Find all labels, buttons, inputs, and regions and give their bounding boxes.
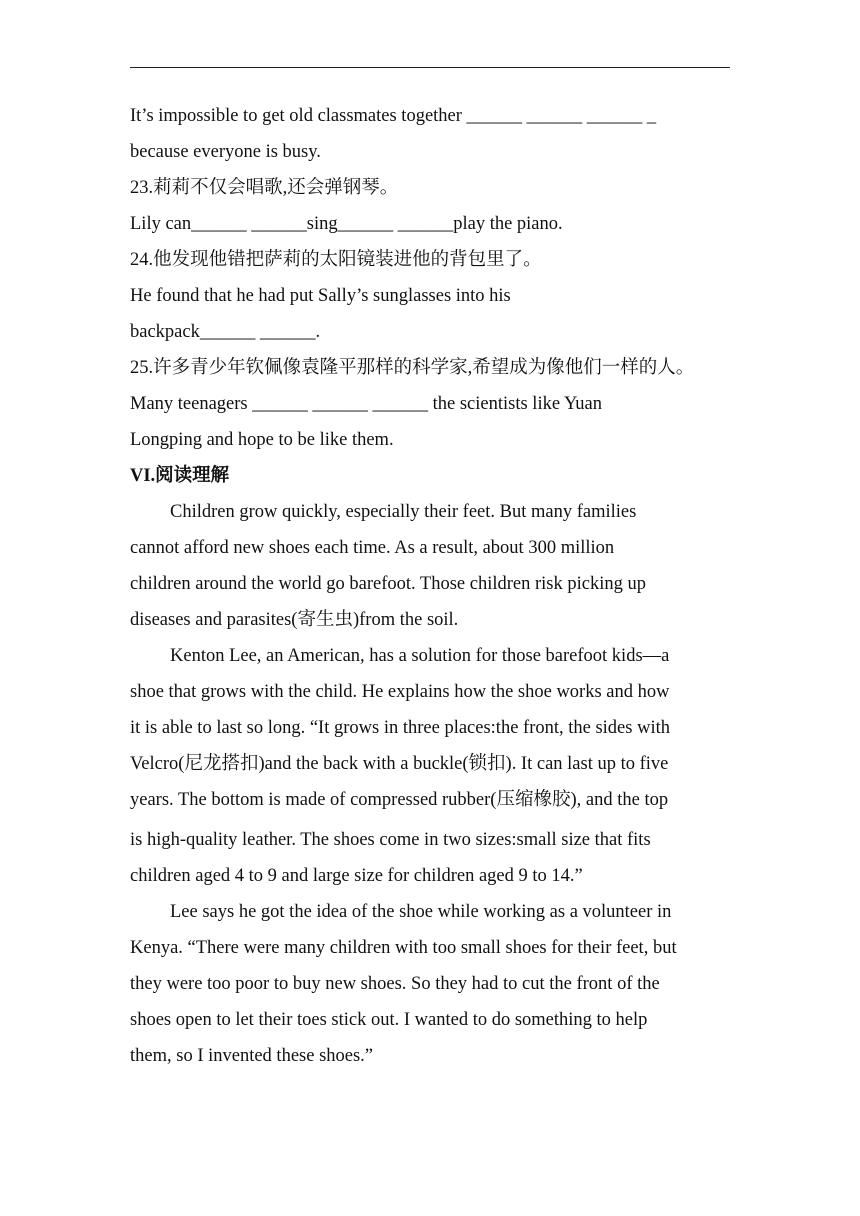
header-rule: [130, 67, 730, 68]
passage-line: shoe that grows with the child. He explains how the shoe works and how: [130, 682, 670, 702]
passage-paragraph-2: [130, 640, 750, 896]
passage-line: Velcro(尼龙搭扣)and the back with a buckle(锁扣). It can last up to five: [130, 754, 669, 774]
passage-line: years. The bottom is made of compressed rubber(压缩橡胶), and the top: [130, 790, 669, 810]
q25-english-line-1: Many teenagers ______ ______ ______ the scientists like Yuan: [130, 394, 603, 414]
passage-paragraph-3: [130, 896, 750, 1076]
section-heading: VI.阅读理解: [130, 466, 230, 486]
q25-chinese-prompt: 25.许多青少年钦佩像袁隆平那样的科学家,希望成为像他们一样的人。: [130, 358, 695, 378]
passage-line: Kenton Lee, an American, has a solution for those barefoot kids—a: [170, 646, 670, 666]
passage-line: Kenya. “There were many children with too small shoes for their feet, but: [130, 938, 677, 958]
q24-chinese-prompt: 24.他发现他错把萨莉的太阳镜装进他的背包里了。: [130, 250, 542, 270]
q24-english-line-1: He found that he had put Sally’s sunglasses into his: [130, 286, 511, 306]
passage-line: Children grow quickly, especially their feet. But many families: [170, 502, 637, 522]
passage-line: cannot afford new shoes each time. As a result, about 300 million: [130, 538, 615, 558]
q24-english-line-2: backpack______ ______.: [130, 322, 321, 342]
passage-line: shoes open to let their toes stick out. I wanted to do something to help: [130, 1010, 648, 1030]
passage-line: is high-quality leather. The shoes come in two sizes:small size that fits: [130, 830, 651, 850]
passage-line: Lee says he got the idea of the shoe while working as a volunteer in: [170, 902, 672, 922]
passage-line: children aged 4 to 9 and large size for children aged 9 to 14.”: [130, 866, 583, 886]
passage-line: it is able to last so long. “It grows in three places:the front, the sides with: [130, 718, 670, 738]
q23-english-blank: Lily can______ ______sing______ ______play the piano.: [130, 214, 563, 234]
passage-line: diseases and parasites(寄生虫)from the soil.: [130, 610, 459, 630]
q25-english-line-2: Longping and hope to be like them.: [130, 430, 394, 450]
q22-english-line-2: because everyone is busy.: [130, 142, 321, 162]
passage-line: they were too poor to buy new shoes. So they had to cut the front of the: [130, 974, 660, 994]
q23-chinese-prompt: 23.莉莉不仅会唱歌,还会弹钢琴。: [130, 178, 399, 198]
passage-line: them, so I invented these shoes.”: [130, 1046, 374, 1066]
passage-paragraph-1: [130, 496, 750, 640]
q22-english-line-1: It’s impossible to get old classmates together ______ ______ ______ _: [130, 106, 657, 126]
passage-line: children around the world go barefoot. Those children risk picking up: [130, 574, 646, 594]
document-body: [130, 100, 750, 1076]
